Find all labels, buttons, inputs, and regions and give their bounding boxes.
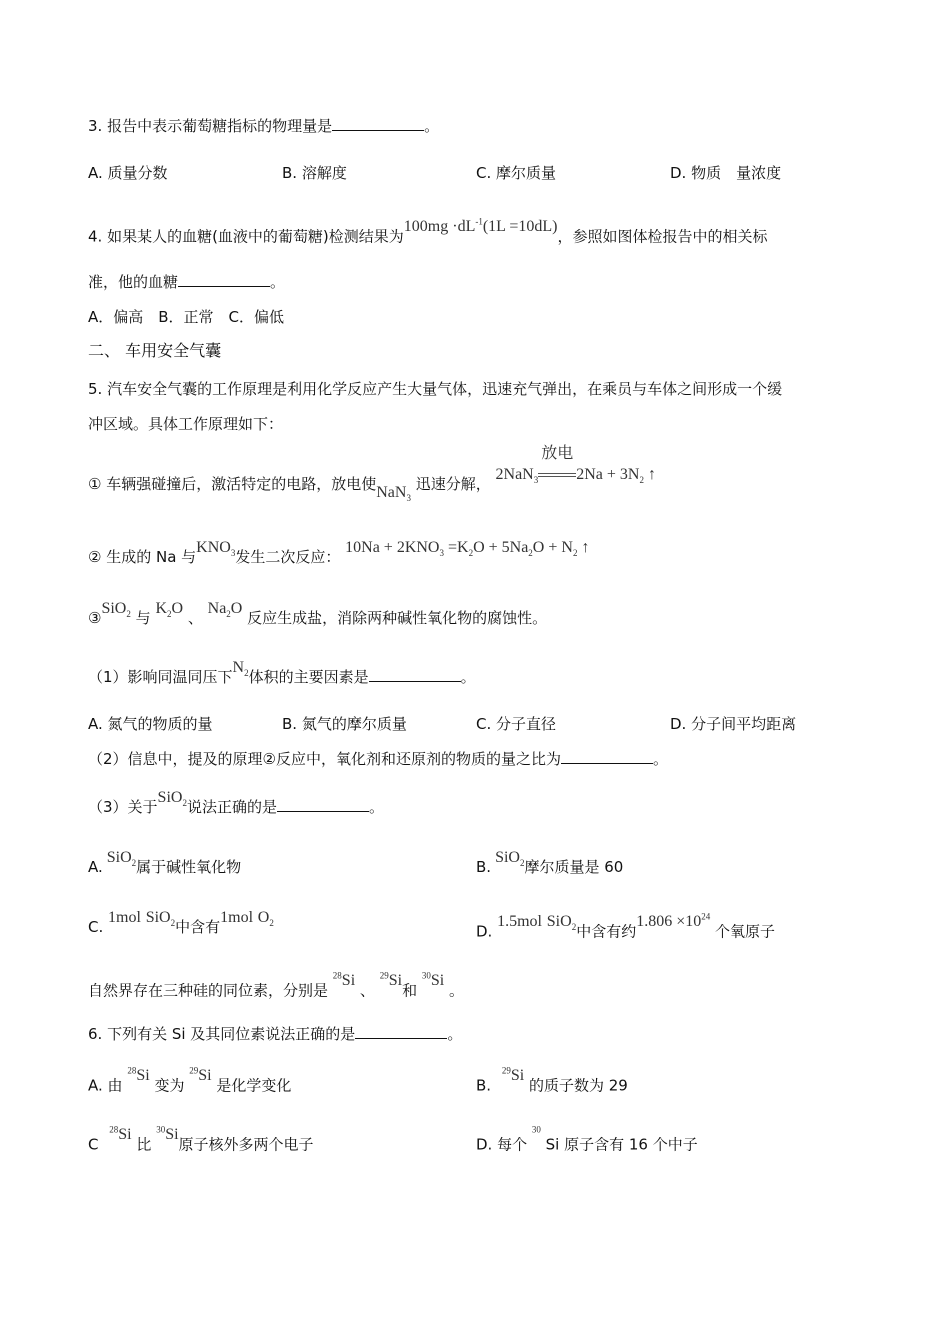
q5-s3-option-d[interactable]: D. 1.5mol SiO$_2$中含有约$1.806 \times 10^{24}$ 个氧原子 — [476, 912, 776, 941]
isotope-si28: $^{28}$Si — [109, 1125, 132, 1144]
answer-blank[interactable] — [332, 116, 424, 131]
quantity-1mol: 1mol — [108, 909, 141, 926]
isotope-si29: $^{29}$Si — [501, 1066, 525, 1085]
avogadro-number: $1.806 \times 10^{24}$ — [636, 912, 711, 931]
quantity-1mol: 1mol — [220, 909, 254, 926]
q5-sub-1: （1）影响同温同压下$N_2$体积的主要因素是 。 — [88, 659, 476, 686]
isotope-si28: $^{28}$Si — [127, 1066, 150, 1085]
chem-sio2: SiO$_2$ — [145, 909, 176, 929]
chem-sio2: SiO$_2$ — [546, 913, 577, 933]
q5-s1-option-c[interactable]: C. 分子直径 — [476, 715, 557, 733]
answer-blank[interactable] — [561, 749, 653, 764]
q3-option-b[interactable]: B. 溶解度 — [282, 164, 347, 182]
chem-sio2: SiO$_2$ — [495, 849, 525, 869]
section-title: 二、 车用安全气囊 — [88, 341, 222, 360]
q5-principle-1: ① 车辆强碰撞后，激活特定的电路，放电使NaN$_3$ 迅速分解， 2NaN$_3$ 放电 $2Na + 3N_2$ ↑ — [88, 443, 656, 504]
q4-formula: $100mg \cdot dL^{-1}(1L =10dL)$ — [403, 217, 558, 236]
q5-s3-option-c[interactable]: C. 1mol SiO$_2$中含有1mol $O_2$ — [88, 909, 274, 936]
isotope-si28: $^{28}$Si — [332, 971, 356, 990]
chem-nan3: NaN$_3$ — [376, 484, 411, 504]
isotope-si30-mass: 30 — [531, 1125, 541, 1135]
answer-blank[interactable] — [369, 667, 461, 682]
isotope-si29: $^{29}$Si — [189, 1066, 212, 1085]
chem-o2: $O_2$ — [257, 909, 274, 929]
equation-1: 2NaN$_3$ 放电 $2Na + 3N_2$ ↑ — [495, 443, 656, 486]
q5-sub-3: （3）关于SiO$_2$说法正确的是 。 — [88, 789, 384, 816]
q5-principle-2: ② 生成的 Na 与$KNO_3$发生二次反应： $10Na + 2KNO_3 =K_2O + 5Na_2O + N_2$ ↑ — [88, 539, 590, 566]
q5-s1-option-d[interactable]: D. 分子间平均距离 — [670, 715, 797, 733]
q3-option-a[interactable]: A. 质量分数 — [88, 164, 168, 182]
isotope-si29: $^{29}$Si — [379, 971, 403, 990]
q3-option-d[interactable]: D. 物质 量浓度 — [670, 164, 782, 182]
q5-intro-2: 冲区域。具体工作原理如下： — [88, 415, 284, 433]
isotope-intro: 自然界存在三种硅的同位素，分别是 $^{28}$Si 、 $^{29}$Si和 $^{30}$Si 。 — [88, 971, 464, 1000]
chem-sio2: SiO$_2$ — [157, 789, 187, 809]
q4-stem: 4. 如果某人的血糖(血液中的葡萄糖)检测结果为$100mg \cdot dL^{-1}(1L =10dL)$，参照如图体检报告中的相关标 — [88, 217, 768, 246]
chem-sio2: SiO$_2$ — [106, 849, 137, 869]
chem-n2: $N_2$ — [232, 659, 249, 679]
q4-stem-2: 准，他的血糖 。 — [88, 273, 286, 291]
answer-blank[interactable] — [277, 797, 369, 812]
quantity-1-5mol: 1.5mol — [497, 913, 542, 931]
isotope-si30: $^{30}$Si — [421, 971, 445, 990]
q3-stem: 3. 报告中表示葡萄糖指标的物理量是 。 — [88, 117, 440, 135]
isotope-si30: $^{30}$Si — [156, 1125, 179, 1144]
answer-blank[interactable] — [355, 1024, 447, 1039]
q6-option-d[interactable]: D. 每个 $^{30}$ Si 原子含有 16 个中子 — [476, 1125, 698, 1154]
q4-options[interactable]: A．偏高 B．正常 C．偏低 — [88, 308, 285, 326]
chem-k2o: $K_2O$ — [155, 600, 184, 620]
q5-s3-option-b[interactable]: B.SiO$_2$摩尔质量是 60 — [476, 849, 624, 876]
q5-s1-option-a[interactable]: A. 氮气的物质的量 — [88, 715, 213, 733]
answer-blank[interactable] — [178, 272, 270, 287]
q5-s3-option-a[interactable]: A.SiO$_2$属于碱性氧化物 — [88, 849, 242, 876]
chem-na2o: $Na_2O$ — [207, 600, 243, 620]
q5-sub-2: （2）信息中，提及的原理②反应中，氧化剂和还原剂的物质的量之比为 。 — [88, 750, 669, 768]
q6-option-a[interactable]: A. 由 $^{28}$Si 变为 $^{29}$Si 是化学变化 — [88, 1066, 292, 1095]
q5-principle-3: ③SiO$_2$ 与 $K_2O$ 、 $Na_2O$ 反应生成盐，消除两种碱性氧化物的腐蚀性。 — [88, 600, 548, 627]
chem-kno3: $KNO_3$ — [196, 539, 236, 559]
q6-stem: 6. 下列有关 Si 及其同位素说法正确的是 。 — [88, 1025, 463, 1043]
q6-option-c[interactable]: C $^{28}$Si 比 $^{30}$Si原子核外多两个电子 — [88, 1125, 314, 1154]
equation-2: $10Na + 2KNO_3 =K_2O + 5Na_2O + N_2$ ↑ — [345, 539, 590, 559]
q6-option-b[interactable]: B. $^{29}$Si 的质子数为 29 — [476, 1066, 628, 1095]
q5-intro-1: 5. 汽车安全气囊的工作原理是利用化学反应产生大量气体，迅速充气弹出，在乘员与车体之间形成一个缓 — [88, 380, 783, 398]
q3-option-c[interactable]: C. 摩尔质量 — [476, 164, 557, 182]
q5-s1-option-b[interactable]: B. 氮气的摩尔质量 — [282, 715, 407, 733]
chem-sio2: SiO$_2$ — [101, 600, 131, 620]
